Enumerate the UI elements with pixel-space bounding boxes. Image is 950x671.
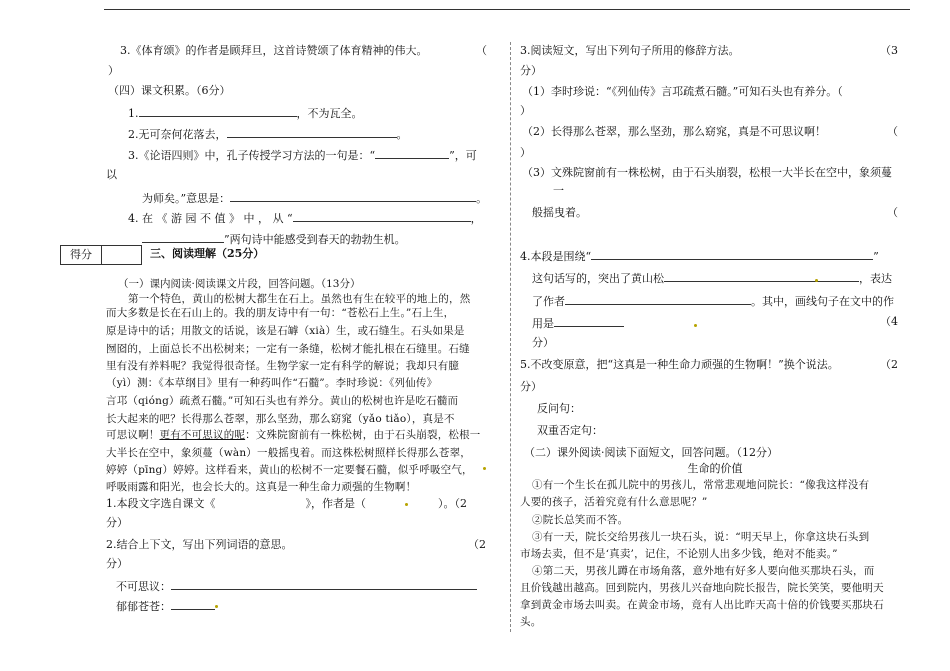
q4-feeling-blank[interactable] [565,293,751,305]
word2 [116,598,215,614]
passage-line: 长大起来的吧？长得那么苍翠，那么坚劲，那么窈窕（yǎo tiǎo），真是不 [106,413,455,425]
right-q4-cont: 分） [532,336,554,349]
passage-line: 第一个特色，黄山的松树大都生在石上。虽然也有生在较平的地上的，然 [128,293,471,305]
passage-text: ：文殊院窗前有一株松树，由于石头崩裂，松根一 [245,429,481,441]
rhetoric-3-end: 般摇曳着。 [532,206,587,219]
right-q5: 5.不改变原意，把“这真是一种生命力顽强的生物啊！”换个说法。 [520,358,839,371]
essay-title: 生命的价值 [687,462,743,475]
passage-line: 婷婷（pīng）婷婷。这样看来，黄山的松树不一定要餐石髓，似乎呼吸空气， [106,464,473,476]
right-q3-cont: 分） [520,64,542,77]
right-q5-score: （2 [880,358,898,371]
acc2-prefix: 2.无可奈何花落去， [128,128,227,141]
mark-dot [815,279,818,282]
right-q3: 3.阅读短文，写出下列句子所用的修辞方法。 [520,44,740,57]
essay-line: 市场去卖，但不是‘真卖’，记住，不论别人出多少钱，绝对不能卖。” [520,548,838,560]
column-divider [510,42,511,632]
left-q1-cont: 分） [106,516,128,529]
score-box [60,245,142,265]
word2-blank[interactable] [171,598,215,610]
acc4-cont [142,231,406,247]
right-q4-line4 [532,315,624,331]
passage-line: 原是诗中的话；用散文的话说，该是石罅（xià）生，或石缝生。石头如果是 [106,325,465,337]
acc1-suffix: ，不为瓦全。 [296,107,363,120]
essay-line: 拿到黄金市场去叫卖。在黄金市场，竟有人出比昨天高十倍的价钱要买那块石 [520,599,884,611]
acc3-cont2-suffix: 。 [476,192,488,205]
acc3-cont2 [142,190,487,206]
left-q3-paren-close: ） [108,64,119,77]
passage-line: 里有没有养料呢？我觉得很奇怪。生物学家一定有科学的解说；我却只有臆 [106,360,460,372]
acc1-num: 1. [128,107,139,120]
top-rule [104,9,910,10]
rhetoric-2: （2）长得那么苍翠，那么坚劲，那么窈窕，真是不可思议啊！ [522,125,826,138]
acc3-prefix: 3.《论语四则》中，孔子传授学习方法的一句是：“ [128,149,376,162]
left-q3-paren-open: （ [476,44,487,57]
passage-line: 言邛（qióng）疏煮石髓。”可知石头也有养分。黄山的松树也许是吃石髓而 [106,395,459,407]
left-q3-poem: 3.《体育颂》的作者是顾拜旦，这首诗赞颂了体育精神的伟大。 [120,44,428,57]
passage-line: 大半长在空中，象须蔓（wàn）一般摇曳着。而这株松树照样长得那么苍翠， [106,447,472,459]
q4-a: 4.本段是围绕“ [520,250,592,263]
q4-feature-blank[interactable] [664,270,859,282]
rhetoric-1-close: ） [520,104,531,117]
essay-line: ④第二天，男孩儿蹲在市场角落，意外地有好多人要向他买那块石头，而 [532,565,875,577]
acc3-cont1: 以 [106,168,117,181]
reading2-title: （二）课外阅读·阅读下面短文，回答问题。（12分） [524,446,778,459]
rhetoric-3-open: （ [887,206,898,219]
acc3-meaning-blank[interactable] [230,190,476,202]
acc1-blank[interactable] [139,105,297,117]
q1-b: 》，作者是（ [305,497,366,510]
passage-line: 囫囵的，上面总长不出松树来；一定有一条缝，松树才能扎根在石缝里。石缝 [106,343,470,355]
right-q4 [520,248,879,264]
right-q3-score: （3 [880,44,898,57]
acc4 [128,210,482,226]
score-field[interactable] [102,246,141,264]
section3-title: 三、阅读理解（25分） [150,247,265,260]
acc3-suffix: ”，可 [449,149,477,162]
q1-c: ）。（2 [438,497,467,510]
left-q2-cont: 分） [106,557,128,570]
essay-line: 头。 [520,616,542,628]
rhetoric-3: （3）文殊院窗前有一株松树，由于石头崩裂，松根一大半长在空中，象须蔓 [522,166,892,179]
word1 [116,578,477,594]
right-q5-cont: 分） [520,380,542,393]
acc2-blank[interactable] [227,126,397,138]
passage-line: 而大多数是长在石山上的。我的朋友诗中有一句：“苍松石上生。”石上生， [106,307,455,319]
score-label: 得分 [61,246,102,264]
word1-blank[interactable] [171,578,477,590]
rhetoric-1: （1）李时珍说：“《列仙传》言邛疏煮石髓。”可知石头也有养分。（ [522,85,843,98]
essay-line: 人要的孩子，活着究竟有什么意思呢？” [520,496,708,508]
mark-dot [483,467,486,470]
word1-label: 不可思议： [116,580,171,593]
q4-role-blank[interactable] [554,315,624,327]
essay-line: ②院长总笑而不答。 [532,514,629,526]
acc4-prefix: 4. 在 《 游 园 不 值 》 中 ， 从 “ [128,212,293,225]
left-q2-score: （2 [468,538,486,551]
acc4-cont-text: ”两句诗中能感受到春天的勃勃生机。 [224,233,406,246]
q4-f: 。其中，画线句子在文中的作 [751,295,894,308]
acc2-suffix: 。 [396,128,408,141]
reading1-title: （一）课内阅读·阅读课文片段，回答问题。（13分） [118,278,361,290]
acc1 [128,105,363,121]
essay-line: 且价钱越出越高。回到院内，男孩儿兴奋地向院长报告，院长笑笑，要他明天 [520,582,884,594]
left-q2: 2.结合上下文，写出下列词语的意思。 [106,538,293,551]
mark-dot [405,503,408,506]
right-q4-line3 [532,293,894,309]
acc3 [128,147,477,163]
word2-label: 郁郁苍苍： [116,600,171,613]
q4-g: 用是 [532,317,554,330]
q5-rhetorical: 反问句： [537,402,581,415]
q1-a: 1.本段文字选自课文《 [106,497,216,510]
mark-dot [215,605,218,608]
underlined-sentence: 更有不可思议的呢 [159,429,246,441]
mark-dot [694,324,697,327]
right-q4-score: （4 [880,315,898,328]
acc4-suffix: ， [470,212,482,225]
acc4-blank2[interactable] [142,231,224,243]
rhetoric-2-close: ） [520,146,531,159]
right-q4-line2 [532,270,892,286]
q5-double-negative: 双重否定句： [537,424,603,437]
acc3-blank[interactable] [375,147,449,159]
q4-e: 了作者 [532,295,565,308]
left-q1 [106,497,467,511]
essay-line: ③有一天，院长交给男孩儿一块石头，说：“明天早上，你拿这块石头到 [532,531,870,543]
passage-line [106,428,481,442]
q4-sentence-blank[interactable] [591,248,873,260]
passage-line: （yì）测：《本草纲目》里有一种药叫作“石髓”。李时珍说：《列仙传》 [106,377,438,389]
rhetoric-2-open: （ [887,125,898,138]
passage-line: 呼吸雨露和阳光，也会长大的。这真是一种生命力顽强的生物啊！ [106,481,417,493]
acc4-blank[interactable] [293,210,471,222]
section4-title: （四）课文积累。（6分） [108,84,231,97]
q4-b: ” [873,250,879,263]
q4-d: ，表达 [859,272,892,285]
essay-line: ①有一个生长在孤儿院中的男孩儿，常常悲观地问院长：“像我这样没有 [532,479,870,491]
acc3-cont2-prefix: 为师矣。”意思是： [142,192,231,205]
acc2 [128,126,408,142]
passage-text: 可思议啊！ [106,429,160,441]
rhetoric-3-cont: 一 [553,184,564,197]
q4-c: 这句话写的，突出了黄山松 [532,272,664,285]
